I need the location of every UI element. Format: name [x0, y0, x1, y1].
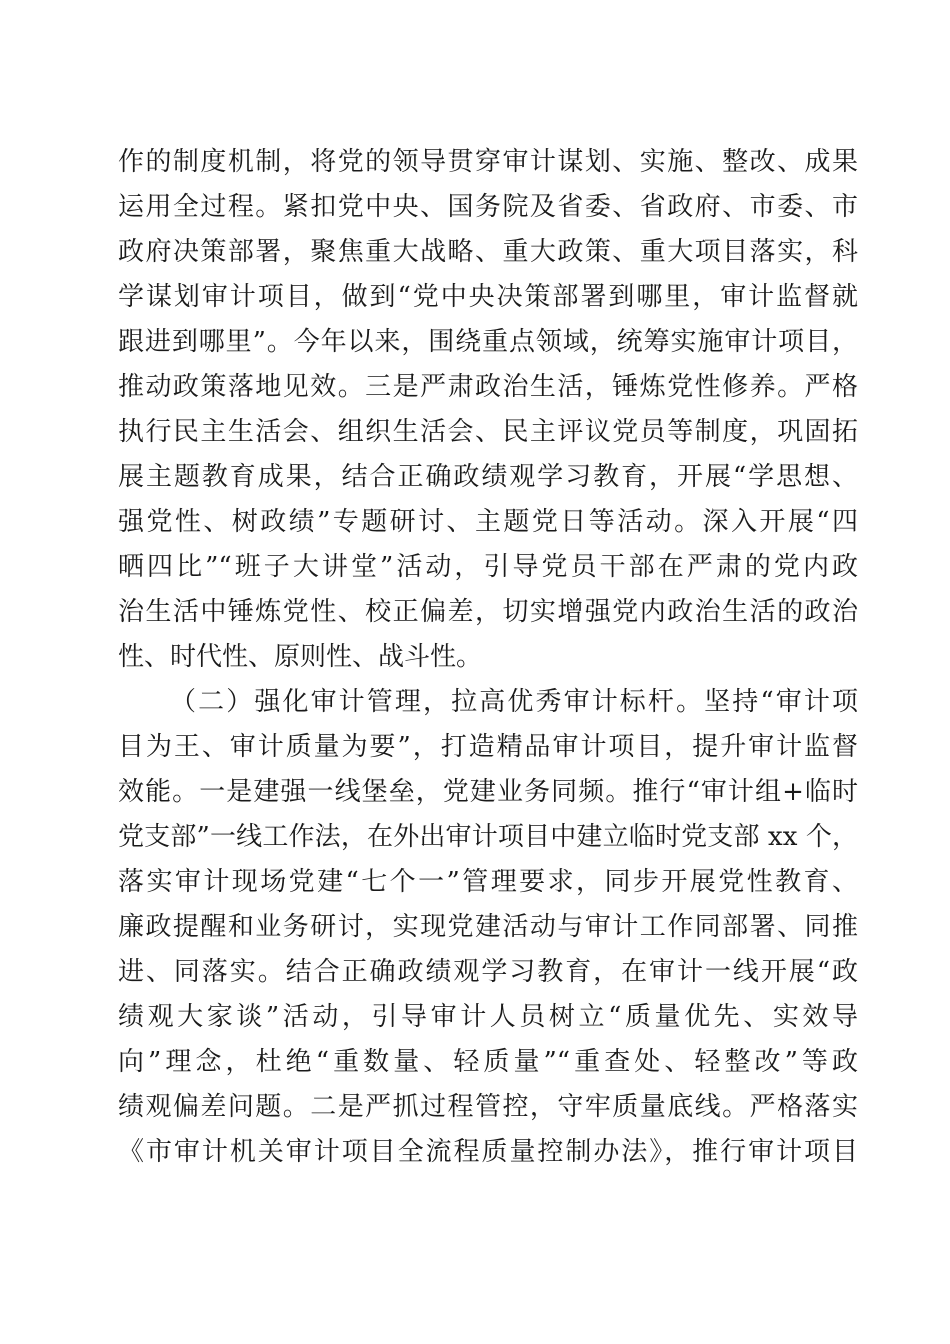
paragraph-line: 政府决策部署，聚焦重大战略、重大政策、重大项目落实，科 — [118, 237, 858, 267]
paragraph-line: 跟进到哪里”。今年以来，围绕重点领域，统筹实施审计项目， — [118, 327, 858, 357]
paragraph-line: 目为王、审计质量为要”，打造精品审计项目，提升审计监督 — [118, 732, 858, 762]
paragraph-line: 治生活中锤炼党性、校正偏差，切实增强党内政治生活的政治 — [118, 597, 858, 627]
paragraph-line: 《市审计机关审计项目全流程质量控制办法》，推行审计项目 — [118, 1137, 858, 1167]
paragraph-line: 晒四比”“班子大讲堂”活动，引导党员干部在严肃的党内政 — [118, 552, 858, 582]
paragraph-line: 性、时代性、原则性、战斗性。 — [118, 642, 483, 672]
paragraph-line: 运用全过程。紧扣党中央、国务院及省委、省政府、市委、市 — [118, 192, 858, 222]
paragraph-line: 作的制度机制，将党的领导贯穿审计谋划、实施、整改、成果 — [118, 147, 858, 177]
paragraph-line: 廉政提醒和业务研讨，实现党建活动与审计工作同部署、同推 — [118, 912, 858, 942]
paragraph-line: 进、同落实。结合正确政绩观学习教育，在审计一线开展“政 — [118, 957, 858, 987]
paragraph-line: 绩观大家谈”活动，引导审计人员树立“质量优先、实效导 — [118, 1002, 858, 1032]
paragraph-line: 执行民主生活会、组织生活会、民主评议党员等制度，巩固拓 — [118, 417, 858, 447]
paragraph-line: 学谋划审计项目，做到“党中央决策部署到哪里，审计监督就 — [118, 282, 858, 312]
paragraph-line: 绩观偏差问题。二是严抓过程管控，守牢质量底线。严格落实 — [118, 1092, 858, 1122]
paragraph-line: 效能。一是建强一线堡垒，党建业务同频。推行“审计组+临时 — [118, 777, 858, 807]
paragraph-line: 展主题教育成果，结合正确政绩观学习教育，开展“学思想、 — [118, 462, 858, 492]
paragraph-line: 党支部”一线工作法，在外出审计项目中建立临时党支部 xx 个， — [118, 822, 858, 852]
section-heading-line: （二）强化审计管理，拉高优秀审计标杆。坚持“审计项 — [170, 687, 858, 717]
paragraph-line: 强党性、树政绩”专题研讨、主题党日等活动。深入开展“四 — [118, 507, 858, 537]
paragraph-line: 向”理念，杜绝“重数量、轻质量”“重查处、轻整改”等政 — [118, 1047, 858, 1077]
paragraph-line: 落实审计现场党建“七个一”管理要求，同步开展党性教育、 — [118, 867, 858, 897]
paragraph-line: 推动政策落地见效。三是严肃政治生活，锤炼党性修养。严格 — [118, 372, 858, 402]
